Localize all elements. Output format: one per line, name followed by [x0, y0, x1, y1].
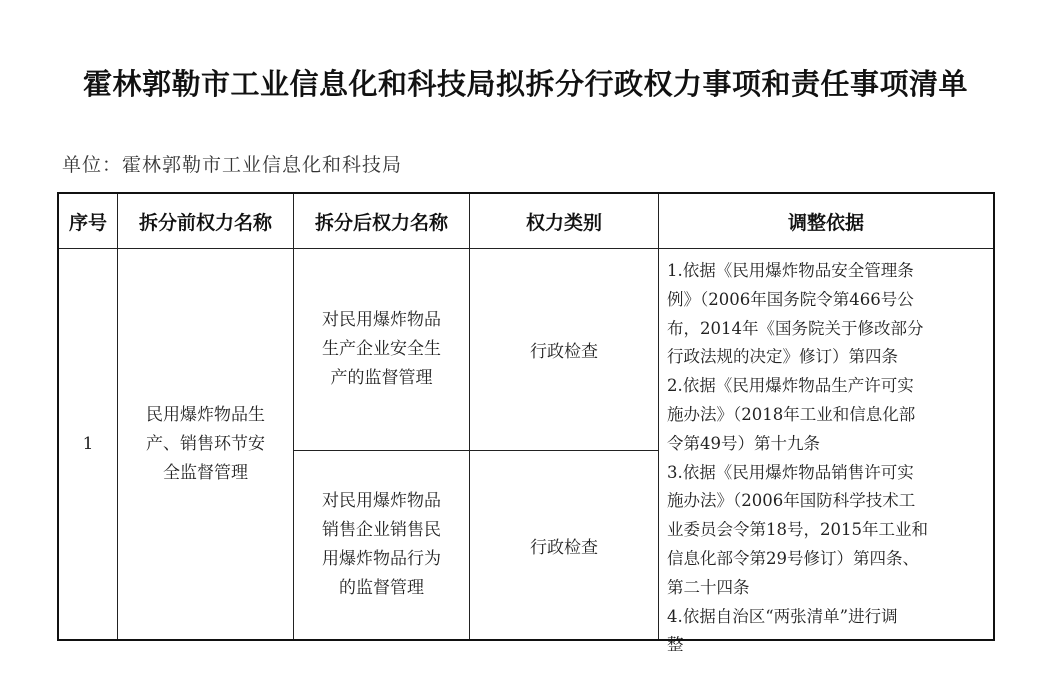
after-name-line: 生产企业安全生 [322, 339, 441, 359]
header-category: 权力类别 [469, 193, 659, 249]
basis-line: 2.依据《民用爆炸物品生产许可实 [667, 376, 914, 396]
seq-cell: 1 [58, 248, 118, 640]
unit-label: 单位：霍林郭勒市工业信息化和科技局 [62, 154, 403, 176]
basis-line: 施办法》（2006年国防科学技术工 [667, 491, 916, 511]
after-name-line: 的监督管理 [339, 578, 424, 598]
before-name-line: 产、销售环节安 [146, 433, 265, 454]
basis-line: 施办法》（2018年工业和信息化部 [667, 404, 916, 424]
after-name-line: 对民用爆炸物品 [322, 310, 441, 330]
basis-line: 4.依据自治区“两张清单”进行调 [667, 606, 898, 626]
header-basis: 调整依据 [658, 193, 994, 249]
basis-line: 3.依据《民用爆炸物品销售许可实 [667, 462, 914, 482]
basis-line: 1.依据《民用爆炸物品安全管理条 [667, 261, 914, 280]
after-name-line: 产的监督管理 [330, 368, 433, 388]
category-cell-1: 行政检查 [469, 248, 659, 451]
before-name-line: 民用爆炸物品生 [146, 404, 265, 425]
header-seq: 序号 [58, 193, 118, 249]
after-name-line: 用爆炸物品行为 [322, 549, 441, 569]
basis-line: 令第49号）第十九条 [667, 433, 820, 453]
table-border [57, 192, 995, 641]
basis-line: 整 [667, 635, 684, 655]
basis-line: 布，2014年《国务院关于修改部分 [667, 318, 924, 338]
after-name-line: 对民用爆炸物品 [322, 491, 441, 511]
basis-line: 业委员会令第18号，2015年工业和 [667, 520, 928, 540]
after-name-line: 销售企业销售民 [322, 520, 441, 540]
basis-line: 例》（2006年国务院令第466号公 [667, 289, 914, 309]
header-after-name: 拆分后权力名称 [293, 193, 470, 249]
basis-line: 信息化部令第29号修订）第四条、 [667, 548, 919, 568]
document-title: 霍林郭勒市工业信息化和科技局拟拆分行政权力事项和责任事项清单 [82, 67, 968, 101]
header-before-name: 拆分前权力名称 [117, 193, 294, 249]
category-cell-2: 行政检查 [469, 450, 659, 640]
basis-line: 第二十四条 [667, 577, 750, 597]
basis-line: 行政法规的决定》修订）第四条 [667, 347, 898, 367]
before-name-line: 全监督管理 [163, 462, 248, 483]
